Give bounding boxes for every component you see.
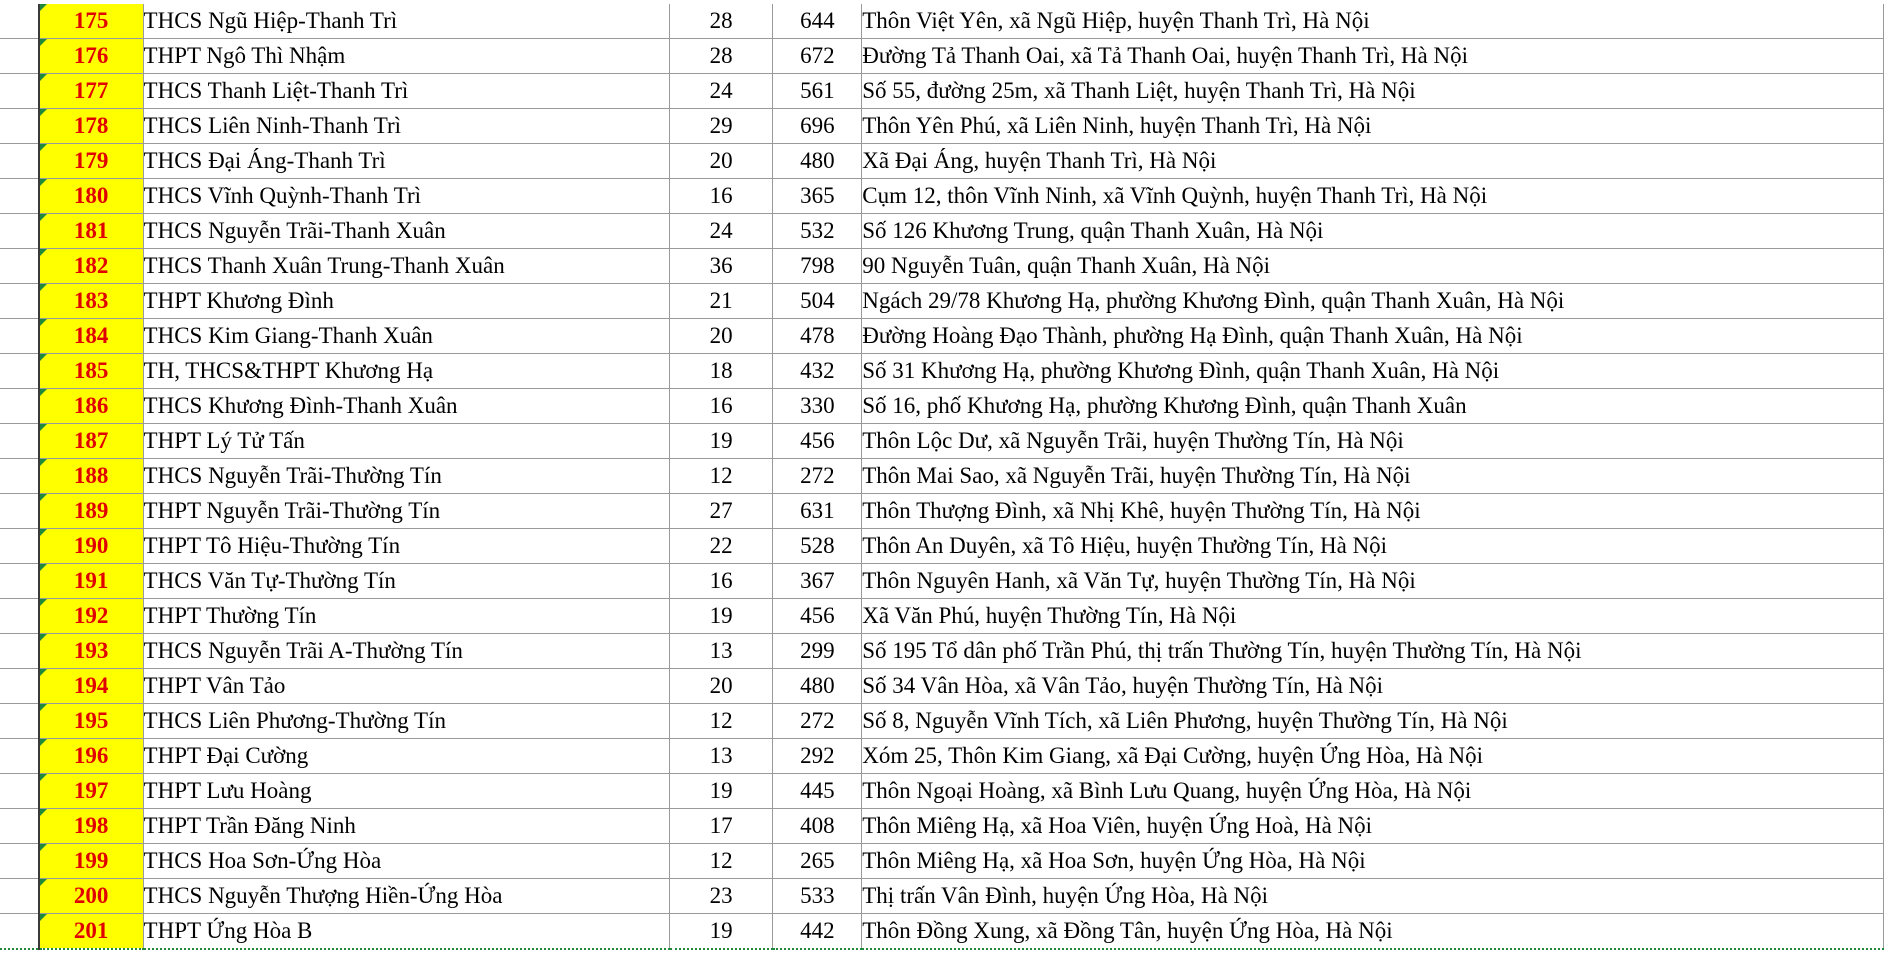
student-count-cell[interactable]: 561 [773,74,862,109]
row-number-cell[interactable]: 185 [39,354,143,389]
table-row [0,564,1884,599]
row-gutter-cell[interactable] [0,914,39,950]
address-cell[interactable]: Thôn Ngoại Hoàng, xã Bình Lưu Quang, huyện Ứng Hòa, Hà Nội [862,774,1884,809]
table-row [0,599,1884,634]
address-cell[interactable]: Số 34 Vân Hòa, xã Vân Tảo, huyện Thường Tín, Hà Nội [862,669,1884,704]
table-row [0,809,1884,844]
class-count-cell[interactable]: 27 [669,494,773,529]
school-name-cell[interactable]: THCS Kim Giang-Thanh Xuân [143,319,669,354]
student-count-cell[interactable]: 265 [773,844,862,879]
class-count-cell[interactable]: 12 [669,844,773,879]
row-gutter-cell[interactable] [0,249,39,284]
address-cell[interactable]: Xã Văn Phú, huyện Thường Tín, Hà Nội [862,599,1884,634]
school-name-cell[interactable]: THCS Thanh Liệt-Thanh Trì [143,74,669,109]
row-gutter-cell[interactable] [0,354,39,389]
row-gutter-cell[interactable] [0,4,39,39]
school-name-cell[interactable]: THPT Thường Tín [143,599,669,634]
address-cell[interactable]: Thôn Việt Yên, xã Ngũ Hiệp, huyện Thanh Trì, Hà Nội [862,4,1884,39]
school-name-cell[interactable]: THCS Hoa Sơn-Ứng Hòa [143,844,669,879]
row-gutter-cell[interactable] [0,669,39,704]
school-name-cell[interactable]: THPT Khương Đình [143,284,669,319]
row-number-cell[interactable]: 191 [39,564,143,599]
class-count-cell[interactable]: 13 [669,634,773,669]
class-count-cell[interactable]: 13 [669,739,773,774]
table-row [0,179,1884,214]
address-cell[interactable]: Số 126 Khương Trung, quận Thanh Xuân, Hà Nội [862,214,1884,249]
row-number-cell[interactable]: 178 [39,109,143,144]
student-count-cell[interactable]: 532 [773,214,862,249]
class-count-cell[interactable]: 16 [669,389,773,424]
address-cell[interactable]: Thôn Yên Phú, xã Liên Ninh, huyện Thanh Trì, Hà Nội [862,109,1884,144]
row-gutter-cell[interactable] [0,599,39,634]
row-gutter-cell[interactable] [0,634,39,669]
row-gutter-cell[interactable] [0,214,39,249]
row-number-cell[interactable]: 184 [39,319,143,354]
row-number-cell[interactable]: 177 [39,74,143,109]
school-name-cell[interactable]: THPT Trần Đăng Ninh [143,809,669,844]
table-row [0,109,1884,144]
row-gutter-cell[interactable] [0,529,39,564]
address-cell[interactable]: Đường Hoàng Đạo Thành, phường Hạ Đình, quận Thanh Xuân, Hà Nội [862,319,1884,354]
address-cell[interactable]: Thôn Thượng Đình, xã Nhị Khê, huyện Thường Tín, Hà Nội [862,494,1884,529]
table-row [0,634,1884,669]
class-count-cell[interactable]: 23 [669,879,773,914]
row-number-cell[interactable]: 196 [39,739,143,774]
class-count-cell[interactable]: 36 [669,249,773,284]
row-number-cell[interactable]: 198 [39,809,143,844]
row-number-cell[interactable]: 190 [39,529,143,564]
address-cell[interactable]: Thôn Miêng Hạ, xã Hoa Sơn, huyện Ứng Hòa, Hà Nội [862,844,1884,879]
table-row [0,354,1884,389]
address-cell[interactable]: Xóm 25, Thôn Kim Giang, xã Đại Cường, huyện Ứng Hòa, Hà Nội [862,739,1884,774]
table-row [0,424,1884,459]
student-count-cell[interactable]: 480 [773,669,862,704]
row-gutter-cell[interactable] [0,39,39,74]
row-gutter-cell[interactable] [0,109,39,144]
row-gutter-cell[interactable] [0,739,39,774]
class-count-cell[interactable]: 20 [669,319,773,354]
class-count-cell[interactable]: 19 [669,599,773,634]
address-cell[interactable]: Thôn Đồng Xung, xã Đồng Tân, huyện Ứng Hòa, Hà Nội [862,914,1884,950]
row-gutter-cell[interactable] [0,319,39,354]
student-count-cell[interactable]: 365 [773,179,862,214]
student-count-cell[interactable]: 644 [773,4,862,39]
row-number-cell[interactable]: 195 [39,704,143,739]
address-cell[interactable]: Thị trấn Vân Đình, huyện Ứng Hòa, Hà Nội [862,879,1884,914]
class-count-cell[interactable]: 22 [669,529,773,564]
student-count-cell[interactable]: 272 [773,459,862,494]
row-gutter-cell[interactable] [0,844,39,879]
class-count-cell[interactable]: 24 [669,74,773,109]
table-row [0,529,1884,564]
row-number-cell[interactable]: 187 [39,424,143,459]
table-row [0,389,1884,424]
school-name-cell[interactable]: THCS Nguyễn Trãi-Thường Tín [143,459,669,494]
school-name-cell[interactable]: THCS Nguyễn Thượng Hiền-Ứng Hòa [143,879,669,914]
class-count-cell[interactable]: 28 [669,39,773,74]
class-count-cell[interactable]: 12 [669,704,773,739]
address-cell[interactable]: Số 8, Nguyễn Vĩnh Tích, xã Liên Phương, huyện Thường Tín, Hà Nội [862,704,1884,739]
student-count-cell[interactable]: 672 [773,39,862,74]
student-count-cell[interactable]: 798 [773,249,862,284]
class-count-cell[interactable]: 21 [669,284,773,319]
student-count-cell[interactable]: 272 [773,704,862,739]
student-count-cell[interactable]: 299 [773,634,862,669]
table-row [0,844,1884,879]
table-body [0,4,1884,949]
table-row [0,459,1884,494]
student-count-cell[interactable]: 367 [773,564,862,599]
table-row [0,144,1884,179]
school-name-cell[interactable]: THPT Lý Tử Tấn [143,424,669,459]
row-gutter-cell[interactable] [0,459,39,494]
student-count-cell[interactable]: 528 [773,529,862,564]
school-name-cell[interactable]: THPT Ứng Hòa B [143,914,669,950]
table-row [0,39,1884,74]
row-number-cell[interactable]: 197 [39,774,143,809]
row-number-cell[interactable]: 182 [39,249,143,284]
address-cell[interactable]: Cụm 12, thôn Vĩnh Ninh, xã Vĩnh Quỳnh, huyện Thanh Trì, Hà Nội [862,179,1884,214]
table-row [0,74,1884,109]
row-gutter-cell[interactable] [0,879,39,914]
address-cell[interactable]: Thôn An Duyên, xã Tô Hiệu, huyện Thường Tín, Hà Nội [862,529,1884,564]
table-row [0,284,1884,319]
school-name-cell[interactable]: THPT Đại Cường [143,739,669,774]
table-row [0,914,1884,950]
table-row [0,214,1884,249]
row-gutter-cell[interactable] [0,564,39,599]
row-number-cell[interactable]: 175 [39,4,143,39]
table-row [0,319,1884,354]
student-count-cell[interactable]: 631 [773,494,862,529]
school-name-cell[interactable]: TH, THCS&THPT Khương Hạ [143,354,669,389]
address-cell[interactable]: Số 31 Khương Hạ, phường Khương Đình, quận Thanh Xuân, Hà Nội [862,354,1884,389]
student-count-cell[interactable]: 445 [773,774,862,809]
address-cell[interactable]: Ngách 29/78 Khương Hạ, phường Khương Đình, quận Thanh Xuân, Hà Nội [862,284,1884,319]
class-count-cell[interactable]: 19 [669,914,773,950]
class-count-cell[interactable]: 28 [669,4,773,39]
address-cell[interactable]: Số 55, đường 25m, xã Thanh Liệt, huyện Thanh Trì, Hà Nội [862,74,1884,109]
school-name-cell[interactable]: THCS Nguyễn Trãi A-Thường Tín [143,634,669,669]
student-count-cell[interactable]: 292 [773,739,862,774]
class-count-cell[interactable]: 18 [669,354,773,389]
address-cell[interactable]: Xã Đại Áng, huyện Thanh Trì, Hà Nội [862,144,1884,179]
row-number-cell[interactable]: 194 [39,669,143,704]
school-name-cell[interactable]: THCS Khương Đình-Thanh Xuân [143,389,669,424]
row-number-cell[interactable]: 176 [39,39,143,74]
student-count-cell[interactable]: 408 [773,809,862,844]
row-number-cell[interactable]: 200 [39,879,143,914]
row-gutter-cell[interactable] [0,494,39,529]
row-number-cell[interactable]: 193 [39,634,143,669]
address-cell[interactable]: Thôn Miêng Hạ, xã Hoa Viên, huyện Ứng Hoà, Hà Nội [862,809,1884,844]
row-number-cell[interactable]: 188 [39,459,143,494]
address-cell[interactable]: Số 195 Tổ dân phố Trần Phú, thị trấn Thường Tín, huyện Thường Tín, Hà Nội [862,634,1884,669]
row-gutter-cell[interactable] [0,704,39,739]
address-cell[interactable]: Thôn Lộc Dư, xã Nguyễn Trãi, huyện Thường Tín, Hà Nội [862,424,1884,459]
address-cell[interactable]: Thôn Nguyên Hanh, xã Văn Tự, huyện Thường Tín, Hà Nội [862,564,1884,599]
row-gutter-cell[interactable] [0,774,39,809]
row-gutter-cell[interactable] [0,74,39,109]
table-row [0,249,1884,284]
student-count-cell[interactable]: 478 [773,319,862,354]
row-number-cell[interactable]: 186 [39,389,143,424]
class-count-cell[interactable]: 20 [669,669,773,704]
table-row [0,774,1884,809]
school-name-cell[interactable]: THPT Nguyễn Trãi-Thường Tín [143,494,669,529]
row-gutter-cell[interactable] [0,389,39,424]
row-number-cell[interactable]: 192 [39,599,143,634]
class-count-cell[interactable]: 17 [669,809,773,844]
row-number-cell[interactable]: 179 [39,144,143,179]
table-row [0,494,1884,529]
table-row [0,4,1884,39]
school-name-cell[interactable]: THPT Lưu Hoàng [143,774,669,809]
class-count-cell[interactable]: 20 [669,144,773,179]
school-name-cell[interactable]: THCS Đại Áng-Thanh Trì [143,144,669,179]
student-count-cell[interactable]: 330 [773,389,862,424]
row-number-cell[interactable]: 181 [39,214,143,249]
address-cell[interactable]: Thôn Mai Sao, xã Nguyễn Trãi, huyện Thường Tín, Hà Nội [862,459,1884,494]
table-row [0,739,1884,774]
row-number-cell[interactable]: 199 [39,844,143,879]
class-count-cell[interactable]: 29 [669,109,773,144]
student-count-cell[interactable]: 442 [773,914,862,950]
row-gutter-cell[interactable] [0,179,39,214]
school-name-cell[interactable]: THPT Tô Hiệu-Thường Tín [143,529,669,564]
school-name-cell[interactable]: THPT Vân Tảo [143,669,669,704]
student-count-cell[interactable]: 456 [773,599,862,634]
school-name-cell[interactable]: THCS Ngũ Hiệp-Thanh Trì [143,4,669,39]
address-cell[interactable]: Số 16, phố Khương Hạ, phường Khương Đình, quận Thanh Xuân [862,389,1884,424]
student-count-cell[interactable]: 504 [773,284,862,319]
address-cell[interactable]: 90 Nguyễn Tuân, quận Thanh Xuân, Hà Nội [862,249,1884,284]
table-row [0,669,1884,704]
school-name-cell[interactable]: THPT Ngô Thì Nhậm [143,39,669,74]
table-row [0,704,1884,739]
address-cell[interactable]: Đường Tả Thanh Oai, xã Tả Thanh Oai, huyện Thanh Trì, Hà Nội [862,39,1884,74]
school-table [0,4,1884,950]
row-number-cell[interactable]: 189 [39,494,143,529]
row-gutter-cell[interactable] [0,424,39,459]
row-number-cell[interactable]: 201 [39,914,143,950]
class-count-cell[interactable]: 12 [669,459,773,494]
student-count-cell[interactable]: 456 [773,424,862,459]
row-number-cell[interactable]: 183 [39,284,143,319]
school-name-cell[interactable]: THCS Nguyễn Trãi-Thanh Xuân [143,214,669,249]
class-count-cell[interactable]: 24 [669,214,773,249]
student-count-cell[interactable]: 696 [773,109,862,144]
table-row [0,879,1884,914]
school-name-cell[interactable]: THCS Thanh Xuân Trung-Thanh Xuân [143,249,669,284]
row-gutter-cell[interactable] [0,284,39,319]
school-name-cell[interactable]: THCS Vĩnh Quỳnh-Thanh Trì [143,179,669,214]
class-count-cell[interactable]: 19 [669,424,773,459]
student-count-cell[interactable]: 480 [773,144,862,179]
row-number-cell[interactable]: 180 [39,179,143,214]
school-name-cell[interactable]: THCS Liên Ninh-Thanh Trì [143,109,669,144]
row-gutter-cell[interactable] [0,144,39,179]
student-count-cell[interactable]: 533 [773,879,862,914]
school-name-cell[interactable]: THCS Văn Tự-Thường Tín [143,564,669,599]
class-count-cell[interactable]: 16 [669,179,773,214]
student-count-cell[interactable]: 432 [773,354,862,389]
class-count-cell[interactable]: 19 [669,774,773,809]
school-name-cell[interactable]: THCS Liên Phương-Thường Tín [143,704,669,739]
row-gutter-cell[interactable] [0,809,39,844]
class-count-cell[interactable]: 16 [669,564,773,599]
